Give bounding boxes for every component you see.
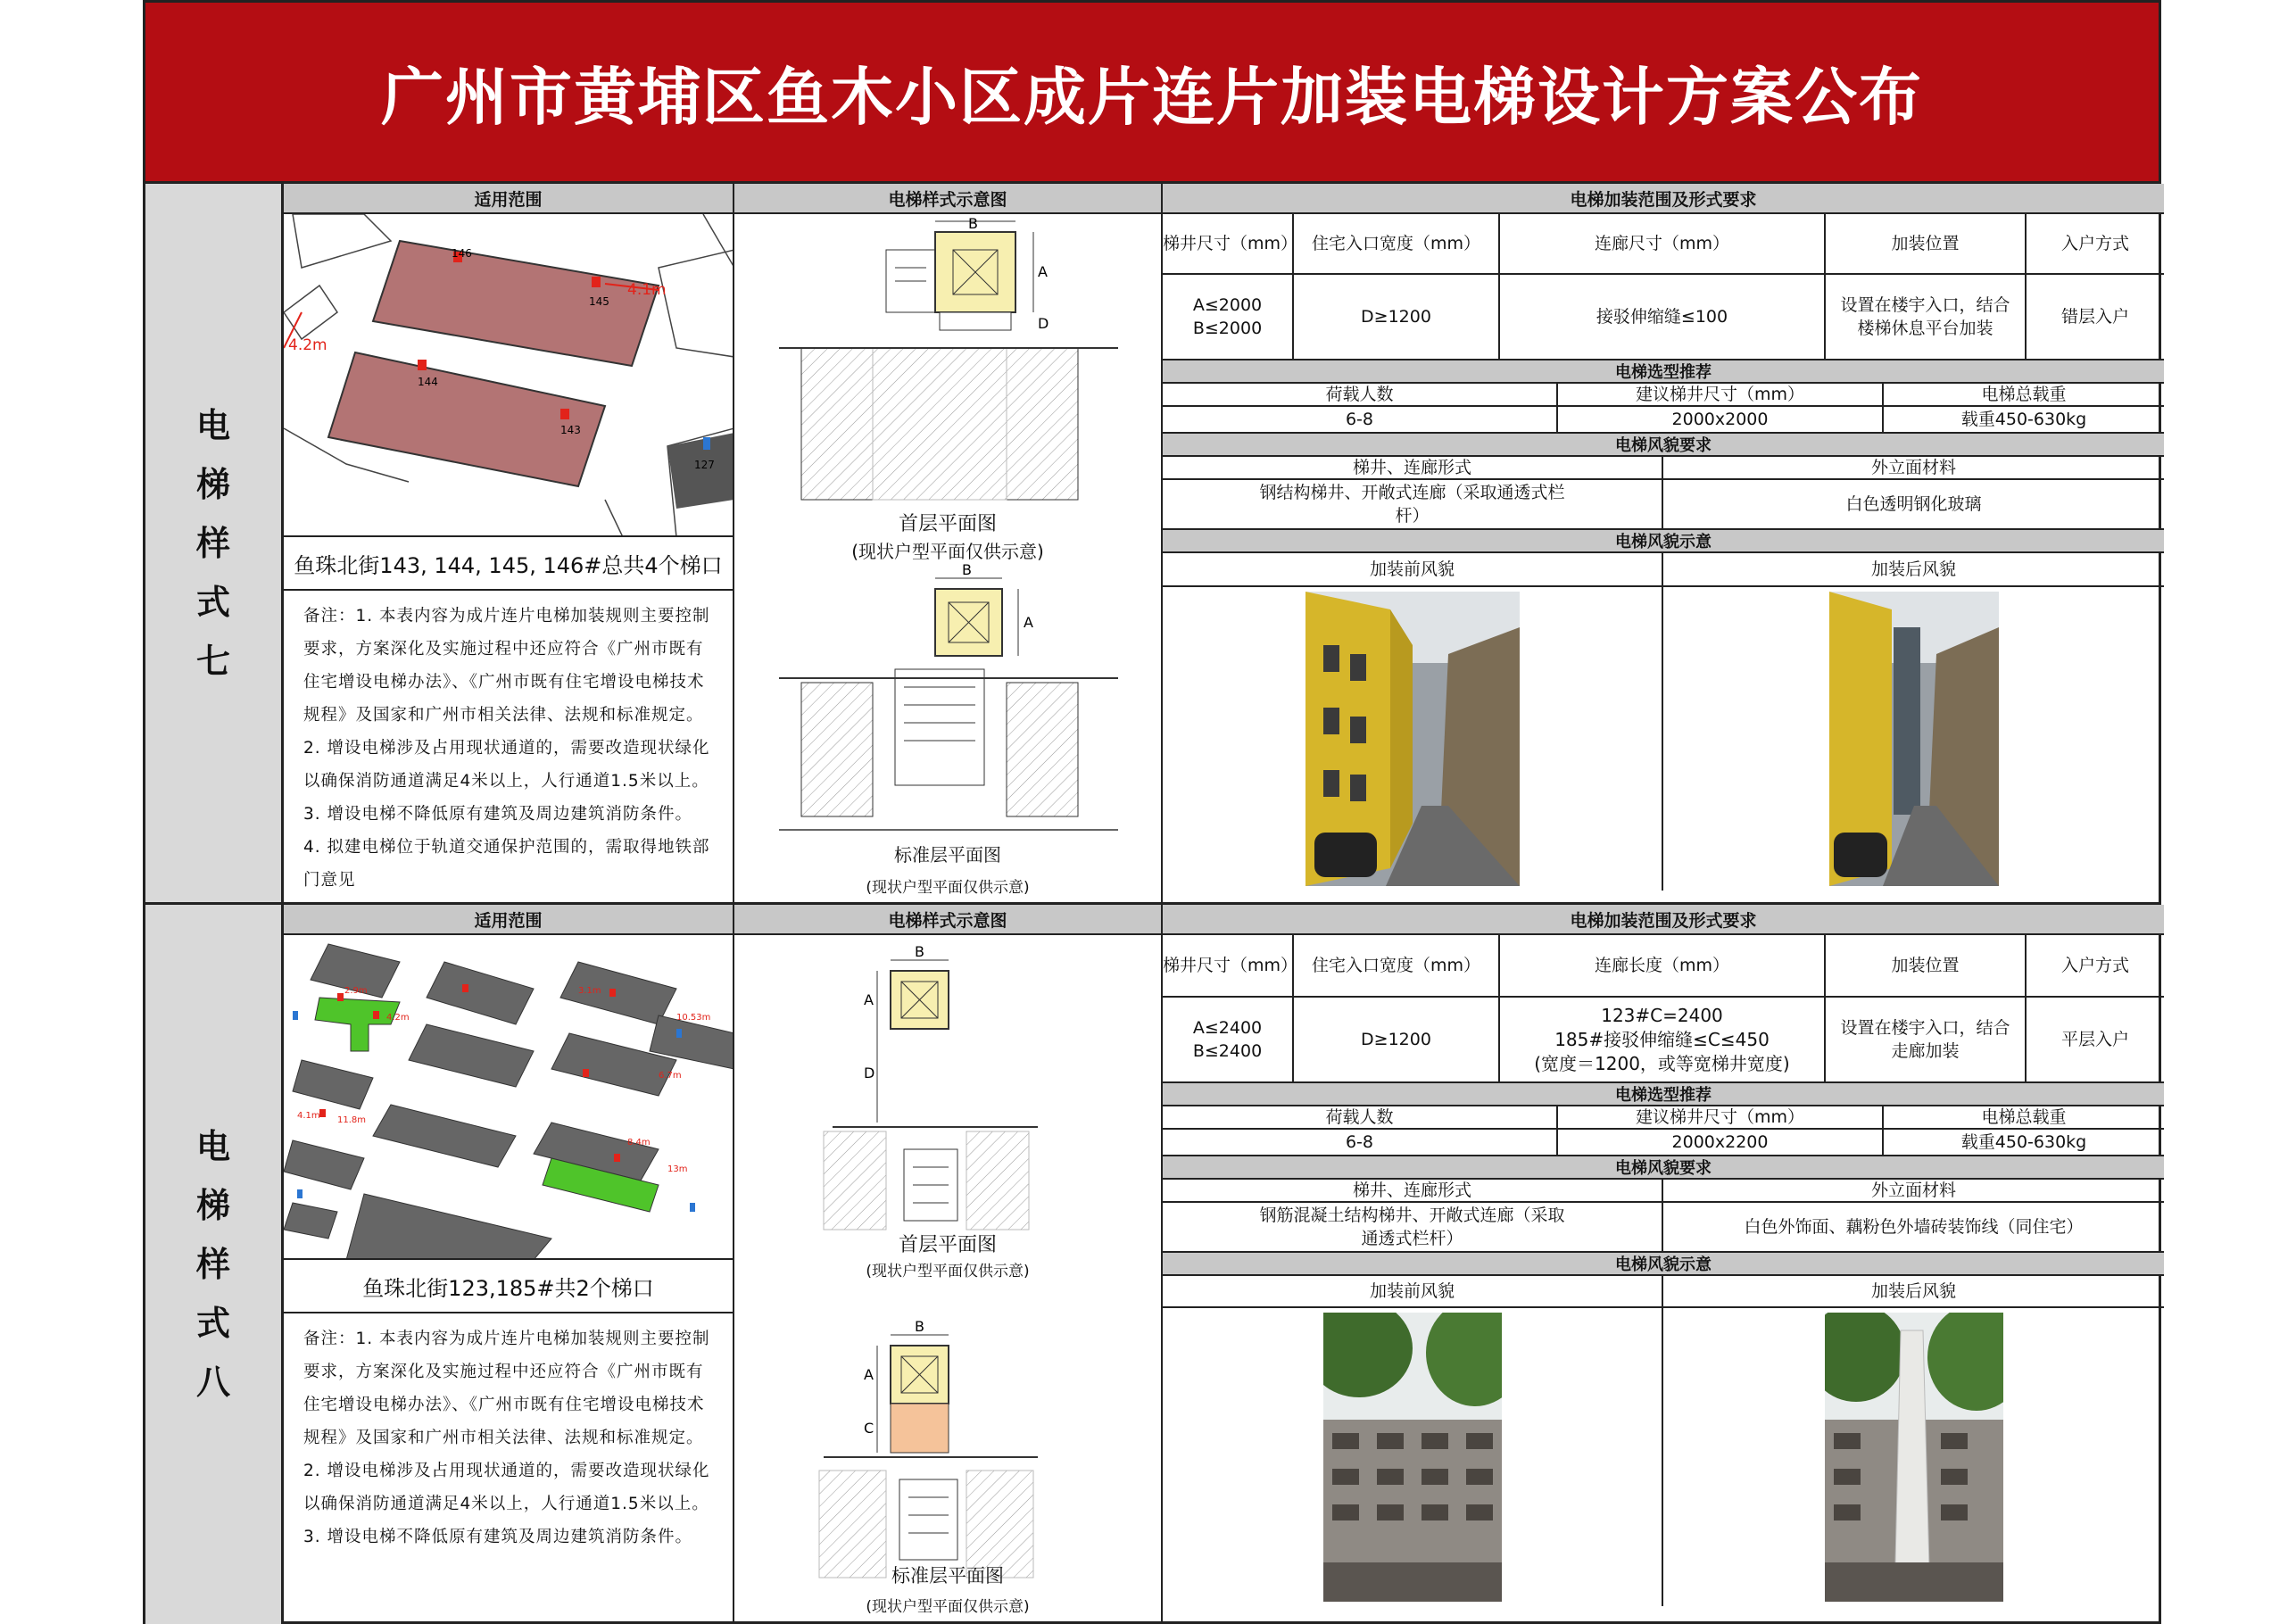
photo-head-row	[1163, 553, 2164, 587]
shaft-values	[1163, 275, 1294, 359]
page-frame	[143, 0, 2161, 1624]
weight-value: 载重450-630kg	[1960, 1132, 2087, 1152]
position-value: 设置在楼宇入口，结合走廊加装	[1826, 998, 2027, 1081]
site-map-drawing	[284, 935, 733, 1260]
requirements-column	[1163, 184, 2164, 902]
col-entry: 入户方式	[2060, 956, 2129, 975]
dim-label: D	[864, 1065, 875, 1081]
side-char: 梯	[195, 1186, 230, 1225]
entrance-value: D≥1200	[1294, 998, 1500, 1081]
col-after: 加装后风貌	[1870, 1281, 1956, 1301]
load-value: 6-8	[1163, 407, 1558, 432]
map-dimension: 3.1m	[578, 986, 601, 996]
col-corridor: 连廊尺寸（mm）	[1500, 214, 1826, 273]
map-label: 145	[589, 295, 609, 308]
requirements-value-row	[1163, 998, 2164, 1083]
scope-note: 备注：1. 本表内容为成片连片电梯加装规则主要控制要求，方案深化及实施过程中还应符合《广州市既有住宅增设电梯办法》、《广州市既有住宅增设电梯技术规程》及国家和广州市相关法律、法规和标准规定。2. 增设电梯涉及占用现状通道的，需要改造现状绿化以确保消防通道满足4米以上，人行通道1.5米以上。3. 增设电梯不降低原有建筑及周边建筑消防条件。	[303, 1330, 710, 1546]
entrance-value: D≥1200	[1294, 275, 1500, 359]
shaft-a: A≤2000	[1192, 295, 1263, 315]
shaft-size-value: 2000x2200	[1558, 1130, 1884, 1155]
corridor-value: 接驳伸缩缝≤100	[1500, 275, 1826, 359]
map-label: 127	[694, 459, 715, 471]
dim-label: B	[915, 1318, 924, 1335]
requirements-head-row	[1163, 214, 2164, 275]
col-load: 荷载人数	[1163, 384, 1558, 405]
selection-value-row	[1163, 407, 2164, 434]
style-show-band: 电梯风貌示意	[1163, 530, 2164, 553]
col-weight: 电梯总载重	[1981, 1107, 2067, 1127]
photo-after-cell	[1663, 587, 2164, 891]
load-value: 6-8	[1163, 1130, 1558, 1155]
side-char: 样	[195, 1245, 230, 1284]
map-dimension: 2.9m	[344, 986, 368, 996]
side-char: 样	[195, 523, 230, 563]
title-banner	[145, 3, 2159, 184]
sketch-header: 电梯样式示意图	[734, 905, 1161, 935]
photo-head-row	[1163, 1276, 2164, 1308]
section-side-label	[145, 905, 284, 1624]
col-shaft-size: 建议梯井尺寸（mm）	[1558, 1106, 1884, 1128]
corridor-values	[1500, 998, 1826, 1081]
map-label: 144	[418, 376, 438, 388]
scope-note: 备注：1. 本表内容为成片连片电梯加装规则主要控制要求，方案深化及实施过程中还应符合《广州市既有住宅增设电梯办法》、《广州市既有住宅增设电梯技术规程》及国家和广州市相关法律、法规和标准规定。2. 增设电梯涉及占用现状通道的，需要改造现状绿化以确保消防通道满足4米以上，人行通道1.5米以上。3. 增设电梯不降低原有建筑及周边建筑消防条件。 4. 拟建电梯位于轨道交通保护范围的，需取得地铁部门意见	[303, 607, 710, 890]
corridor-line: (宽度＝1200，或等宽梯井宽度)	[1534, 1052, 1790, 1074]
map-dimension: 8.4m	[627, 1138, 651, 1148]
map-dimension: 4.2m	[288, 336, 327, 354]
shaft-b: B≤2400	[1192, 1041, 1263, 1061]
map-dimension: 4.2m	[386, 1013, 410, 1023]
col-after: 加装后风貌	[1870, 559, 1956, 579]
style-show-band: 电梯风貌示意	[1163, 1253, 2164, 1276]
photo-row	[1163, 587, 2164, 891]
col-form: 梯井、连廊形式	[1163, 1180, 1663, 1201]
site-map	[284, 214, 733, 537]
dim-label: B	[915, 943, 924, 960]
photo-before-cell	[1163, 1308, 1663, 1606]
ground-plan-note: (现状户型平面仅供示意)	[866, 1263, 1030, 1280]
col-form: 梯井、连廊形式	[1163, 457, 1663, 478]
dim-label: A	[864, 991, 874, 1008]
col-before: 加装前风貌	[1163, 1276, 1663, 1306]
standard-plan-label: 标准层平面图	[891, 1565, 1004, 1587]
corridor-line: 185#接驳伸缩缝≤C≤450	[1554, 1028, 1770, 1050]
style-head-row	[1163, 457, 2164, 480]
map-dimension: 11.8m	[337, 1115, 367, 1125]
photo-before-cell	[1163, 587, 1663, 891]
position-value: 设置在楼宇入口，结合楼梯休息平台加装	[1826, 275, 2027, 359]
map-dimension: 6.7m	[659, 1071, 682, 1081]
map-dimension: 13m	[667, 1164, 688, 1174]
requirements-header: 电梯加装范围及形式要求	[1163, 184, 2164, 214]
col-shaft: 梯井尺寸（mm）	[1163, 935, 1294, 996]
col-facade: 外立面材料	[1870, 458, 1956, 477]
map-label: 146	[452, 247, 472, 260]
side-char: 梯	[195, 464, 230, 504]
side-char: 式	[195, 582, 230, 622]
photo-after	[1825, 1313, 2003, 1602]
shaft-size-value: 2000x2000	[1558, 407, 1884, 432]
style-head-row	[1163, 1180, 2164, 1203]
selection-band: 电梯选型推荐	[1163, 360, 2164, 384]
col-facade: 外立面材料	[1870, 1181, 1956, 1200]
sketch-area	[734, 214, 1161, 903]
ground-plan-label: 首层平面图	[898, 513, 997, 535]
selection-value-row	[1163, 1130, 2164, 1156]
photo-before	[1305, 592, 1520, 886]
side-char: 式	[195, 1304, 230, 1343]
section-side-label	[145, 184, 284, 902]
requirements-value-row	[1163, 275, 2164, 360]
shaft-values	[1163, 998, 1294, 1081]
photo-before	[1323, 1313, 1502, 1602]
col-entrance: 住宅入口宽度（mm）	[1294, 214, 1500, 273]
col-before: 加装前风貌	[1163, 553, 1663, 585]
map-dimension: 10.53m	[676, 1013, 711, 1023]
photo-after	[1829, 592, 1999, 886]
side-char: 八	[195, 1363, 230, 1402]
corridor-line: 123#C=2400	[1601, 1004, 1723, 1026]
facade-value: 白色外饰面、藕粉色外墙砖装饰线（同住宅）	[1744, 1217, 2084, 1237]
col-entrance: 住宅入口宽度（mm）	[1294, 935, 1500, 996]
dim-label: A	[864, 1366, 874, 1383]
section-style-8	[145, 905, 2159, 1624]
entry-value: 错层入户	[2060, 307, 2129, 327]
standard-plan-note: (现状户型平面仅供示意)	[866, 1598, 1030, 1616]
scope-caption: 鱼珠北街143, 144, 145, 146#总共4个梯口	[284, 537, 733, 591]
side-char: 电	[195, 1127, 230, 1166]
col-entry: 入户方式	[2060, 234, 2129, 253]
scope-header: 适用范围	[284, 905, 733, 935]
requirements-column	[1163, 905, 2164, 1624]
selection-band: 电梯选型推荐	[1163, 1083, 2164, 1106]
col-corridor: 连廊长度（mm）	[1500, 935, 1826, 996]
style-value-row	[1163, 1203, 2164, 1253]
photo-row	[1163, 1308, 2164, 1606]
scope-caption: 鱼珠北街123,185#共2个梯口	[284, 1260, 733, 1313]
col-position: 加装位置	[1826, 935, 2027, 996]
col-load: 荷载人数	[1163, 1106, 1558, 1128]
shaft-a: A≤2400	[1192, 1018, 1263, 1038]
style-value-row	[1163, 480, 2164, 530]
dim-label: B	[962, 561, 972, 578]
entry-value: 平层入户	[2060, 1030, 2129, 1049]
col-weight: 电梯总载重	[1981, 385, 2067, 404]
scope-column	[284, 184, 734, 902]
dim-label: A	[1024, 614, 1033, 631]
map-label: 143	[560, 424, 581, 436]
dim-label: A	[1038, 263, 1048, 280]
dim-label: C	[864, 1420, 874, 1437]
form-value: 钢筋混凝土结构梯井、开敞式连廊（采取通透式栏杆）	[1163, 1203, 1663, 1251]
shaft-b: B≤2000	[1192, 319, 1263, 338]
sketch-column	[734, 905, 1163, 1624]
map-dimension: 4.1m	[297, 1111, 320, 1121]
photo-after-cell	[1663, 1308, 2164, 1606]
col-shaft: 梯井尺寸（mm）	[1163, 214, 1294, 273]
selection-head-row	[1163, 384, 2164, 407]
scope-header: 适用范围	[284, 184, 733, 214]
ground-plan-label: 首层平面图	[898, 1234, 997, 1256]
site-map-drawing	[284, 214, 733, 537]
dim-label: B	[968, 215, 978, 232]
requirements-header: 电梯加装范围及形式要求	[1163, 905, 2164, 935]
standard-plan-note: (现状户型平面仅供示意)	[866, 879, 1030, 897]
facade-value: 白色透明钢化玻璃	[1845, 494, 1982, 514]
requirements-head-row	[1163, 935, 2164, 998]
col-position: 加装位置	[1826, 214, 2027, 273]
weight-value: 载重450-630kg	[1960, 410, 2087, 429]
style-req-band: 电梯风貌要求	[1163, 1156, 2164, 1180]
site-map	[284, 935, 733, 1260]
side-char: 七	[195, 641, 230, 681]
standard-plan-label: 标准层平面图	[894, 844, 1001, 866]
col-shaft-size: 建议梯井尺寸（mm）	[1558, 384, 1884, 405]
sketch-header: 电梯样式示意图	[734, 184, 1161, 214]
sketch-column	[734, 184, 1163, 902]
dim-label: D	[1038, 315, 1049, 332]
page-title: 广州市黄埔区鱼木小区成片连片加装电梯设计方案公布	[381, 60, 1923, 134]
scope-column	[284, 905, 734, 1624]
selection-head-row	[1163, 1106, 2164, 1130]
ground-plan-note: (现状户型平面仅供示意)	[851, 541, 1044, 562]
side-char: 电	[195, 405, 230, 445]
map-dimension: 4.1m	[627, 281, 667, 299]
style-req-band: 电梯风貌要求	[1163, 434, 2164, 457]
section-style-7	[145, 184, 2159, 905]
form-value: 钢结构梯井、开敞式连廊（采取通透式栏杆）	[1163, 480, 1663, 528]
sketch-area	[734, 935, 1161, 1622]
